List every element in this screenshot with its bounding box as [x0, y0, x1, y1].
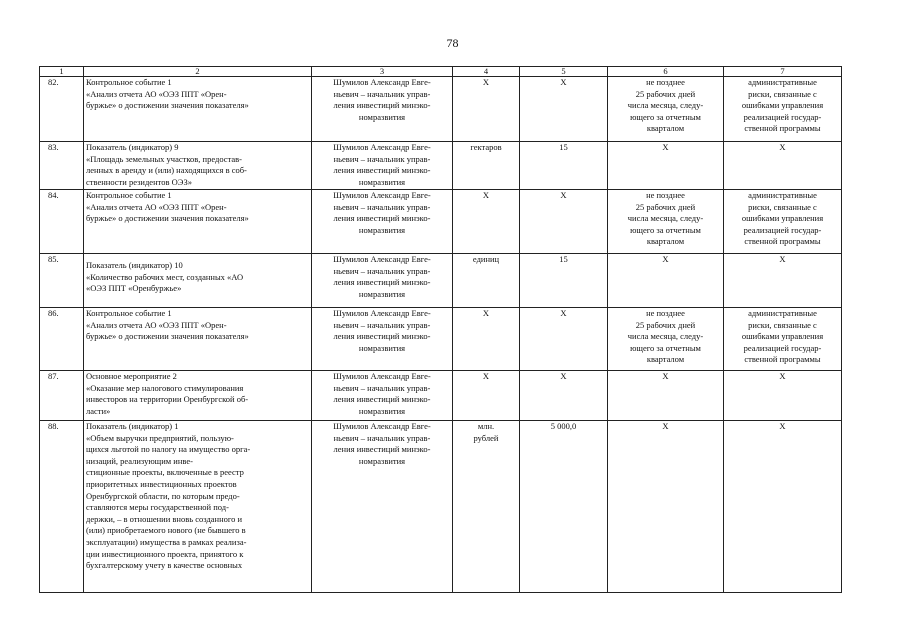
table-row — [40, 421, 842, 593]
table-row — [40, 308, 842, 371]
row-number: 87. — [40, 371, 84, 421]
risks: Х — [724, 142, 842, 190]
header-row — [40, 67, 842, 77]
responsible-person: Шумилов Александр Евге- ньевич – начальник управ- ления инвестиций минэко- номразвития — [312, 190, 453, 254]
page-number: 78 — [446, 36, 459, 50]
risks: Х — [724, 421, 842, 593]
unit-of-measure: Х — [453, 77, 520, 142]
deadline: не позднее 25 рабочих дней числа месяца, следу- ющего за отчетным кварталом — [608, 308, 724, 371]
table-row — [40, 190, 842, 254]
row-number: 85. — [40, 254, 84, 308]
responsible-person: Шумилов Александр Евге- ньевич – начальник управ- ления инвестиций минэко- номразвития — [312, 142, 453, 190]
responsible-person: Шумилов Александр Евге- ньевич – начальник управ- ления инвестиций минэко- номразвития — [312, 308, 453, 371]
item-name: Показатель (индикатор) 1 «Объем выручки предприятий, пользую- щихся льготой по налогу на имущество орга- низаций, реализующим инве- стиционные проекты, включенные в реестр приоритетных инвестиционных проектов Оренбургской области, по которым предо- ставляются меры государственной под- держки, – в отношении вновь созданного и (или) приобретаемого нового (не бывшего в эксплуатации) имущества в рамках реализа- ции инвестиционного проекта, принятого к бухгалтерскому учету в качестве основных — [84, 421, 312, 593]
column-header-6: 6 — [608, 67, 724, 77]
column-header-4: 4 — [453, 67, 520, 77]
unit-of-measure: единиц — [453, 254, 520, 308]
column-header-1: 1 — [40, 67, 84, 77]
table-row — [40, 371, 842, 421]
risks: административные риски, связанные с ошибками управления реализацией государ- ственной программы — [724, 190, 842, 254]
responsible-person: Шумилов Александр Евге- ньевич – начальник управ- ления инвестиций минэко- номразвития — [312, 421, 453, 593]
row-number: 84. — [40, 190, 84, 254]
column-header-7: 7 — [724, 67, 842, 77]
column-header-3: 3 — [312, 67, 453, 77]
table-row — [40, 77, 842, 142]
target-value: Х — [520, 190, 608, 254]
table-row — [40, 254, 842, 308]
target-value: 15 — [520, 254, 608, 308]
risks: административные риски, связанные с ошибками управления реализацией государ- ственной программы — [724, 308, 842, 371]
target-value: 15 — [520, 142, 608, 190]
target-value: Х — [520, 77, 608, 142]
responsible-person: Шумилов Александр Евге- ньевич – начальник управ- ления инвестиций минэко- номразвития — [312, 77, 453, 142]
target-value: Х — [520, 308, 608, 371]
unit-of-measure: Х — [453, 308, 520, 371]
item-name: Контрольное событие 1 «Анализ отчета АО «ОЭЗ ППТ «Орен- буржье» о достижении значения показателя» — [84, 190, 312, 254]
item-name: Показатель (индикатор) 9 «Площадь земельных участков, предостав- ленных в аренду и (или) находящихся в соб- ственности резидентов ОЭЗ» — [84, 142, 312, 190]
column-header-5: 5 — [520, 67, 608, 77]
deadline: Х — [608, 142, 724, 190]
unit-of-measure: Х — [453, 190, 520, 254]
responsible-person: Шумилов Александр Евге- ньевич – начальник управ- ления инвестиций минэко- номразвития — [312, 371, 453, 421]
unit-of-measure: гектаров — [453, 142, 520, 190]
row-number: 88. — [40, 421, 84, 593]
unit-of-measure: млн. рублей — [453, 421, 520, 593]
deadline: Х — [608, 254, 724, 308]
row-number: 83. — [40, 142, 84, 190]
target-value: Х — [520, 371, 608, 421]
deadline: не позднее 25 рабочих дней числа месяца, следу- ющего за отчетным кварталом — [608, 190, 724, 254]
item-name: Показатель (индикатор) 10 «Количество рабочих мест, созданных «АО «ОЭЗ ППТ «Оренбуржье» — [84, 254, 312, 308]
row-number: 82. — [40, 77, 84, 142]
risks: Х — [724, 371, 842, 421]
item-name: Контрольное событие 1 «Анализ отчета АО «ОЭЗ ППТ «Орен- буржье» о достижении значения показателя» — [84, 308, 312, 371]
item-name: Контрольное событие 1 «Анализ отчета АО «ОЭЗ ППТ «Орен- буржье» о достижении значения показателя» — [84, 77, 312, 142]
target-value: 5 000,0 — [520, 421, 608, 593]
deadline: Х — [608, 421, 724, 593]
table-row — [40, 142, 842, 190]
row-number: 86. — [40, 308, 84, 371]
deadline: Х — [608, 371, 724, 421]
responsible-person: Шумилов Александр Евге- ньевич – начальник управ- ления инвестиций минэко- номразвития — [312, 254, 453, 308]
deadline: не позднее 25 рабочих дней числа месяца, следу- ющего за отчетным кварталом — [608, 77, 724, 142]
risks: Х — [724, 254, 842, 308]
risks: административные риски, связанные с ошибками управления реализацией государ- ственной программы — [724, 77, 842, 142]
program-table — [39, 66, 842, 593]
column-header-2: 2 — [84, 67, 312, 77]
unit-of-measure: Х — [453, 371, 520, 421]
item-name: Основное мероприятие 2 «Оказание мер налогового стимулирования инвесторов на территории Оренбургской об- ласти» — [84, 371, 312, 421]
